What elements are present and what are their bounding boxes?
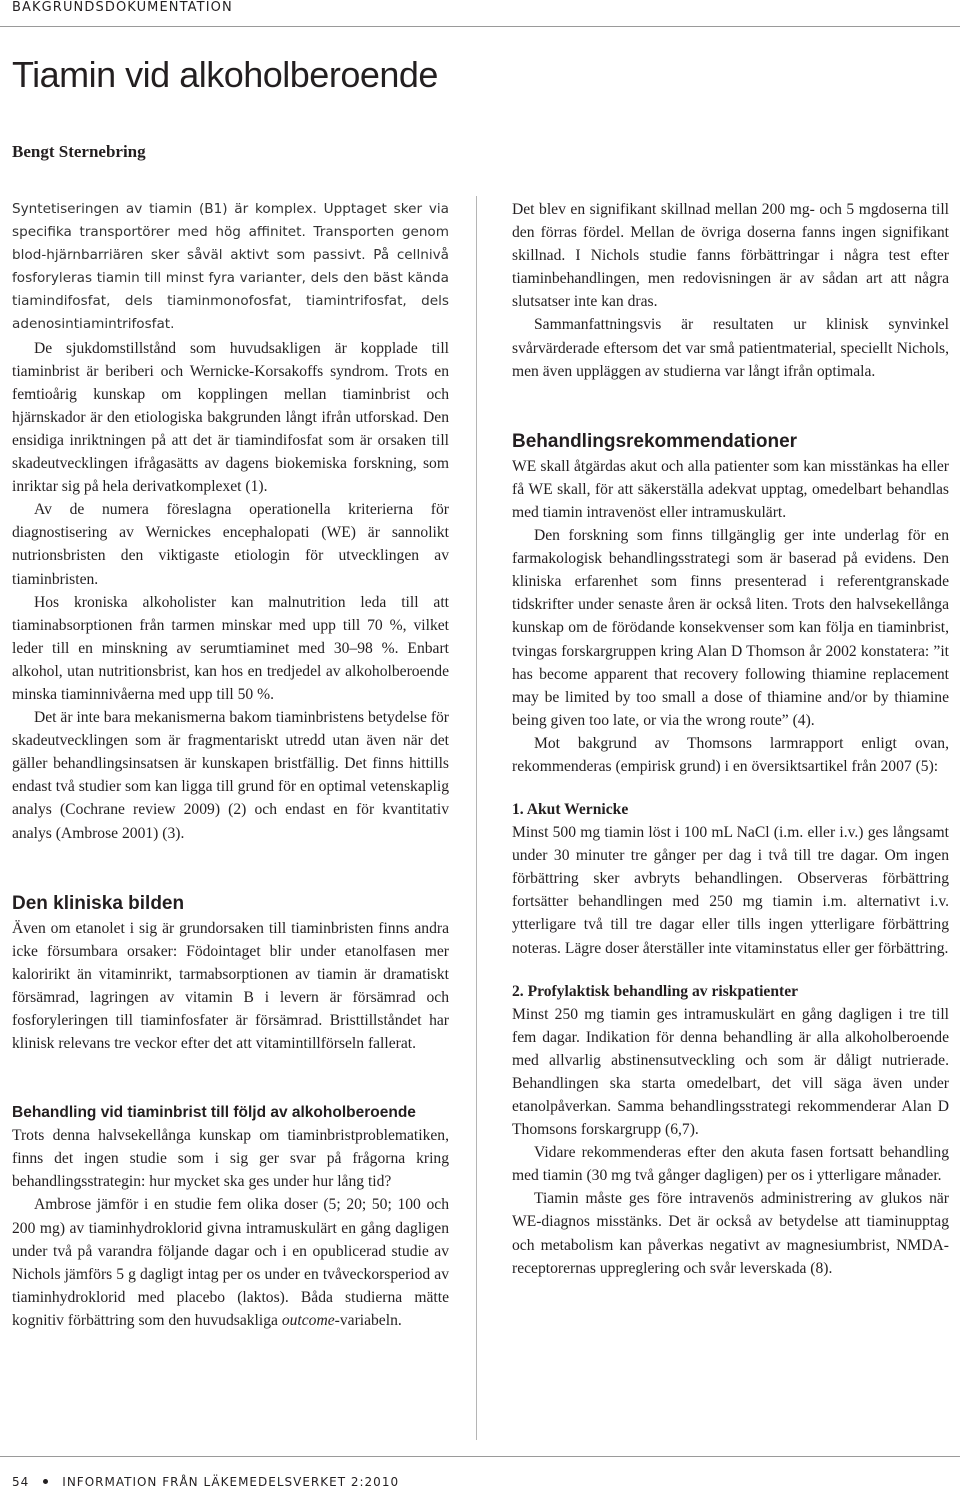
section-heading-behandling: Behandling vid tiaminbrist till följd av alkoholberoende <box>12 1104 416 1122</box>
body-paragraph: Trots denna halvsekellånga kunskap om tiaminbristproblematiken, finns det ingen studie som i sig ger svar på frågorna kring behandlingsstrategin: hur mycket ska ges under hur lång tid? <box>12 1127 449 1191</box>
intro-paragraph: Syntetiseringen av tiamin (B1) är komplex. Upptaget sker via specifika transportörer med hög affinitet. Transporten genom blod-hjärnbarriären sker såväl aktivt som passivt. På cellnivå fosforyleras tiamin till minst fyra varianter, dels den bäst kända tiamindifosfat, dels tiaminmonofosfat, tiamintrifosfat, dels adenosintiamintrifosfat. <box>12 201 449 333</box>
body-paragraph: Minst 250 mg tiamin ges intramuskulärt en gång dagligen i tre till fem dagar. Indikation för denna behandling är alla alkoholberoende med allvarlig abstinensutveckling och som är dåligt nutrierade. Behandlingen ska starta omedelbart, det vill säga även under etanolpåverkan. Samma behandlingsstrategi rekommenderar Alan D Thomsons forskargrupp (6,7). <box>512 1005 949 1139</box>
page-footer <box>12 1475 399 1489</box>
body-paragraph: De sjukdomstillstånd som huvudsakligen är kopplade till tiaminbrist är beriberi och Wernicke-Korsakoffs syndrom. Trots en femtioårig kunskap om kopplingen mellan tiaminbrist och hjärnskador är den etiologiska bakgrunden långt ifrån utforskad. Den ensidiga inriktningen på att det är tiamindifosfat som är orsaken till skadeutvecklingen ifrågasätts av dagens biokemiska forskning, som inriktar sig på hela derivatkomplexet (1). <box>12 339 449 496</box>
body-paragraph: Det är inte bara mekanismerna bakom tiaminbristens betydelse för skadeutvecklingen som är fragmentariskt utredd utan även när det gäller behandlingsinsatsen är kunskapen bristfällig. Det finns hittills endast två studier som kan ligga till grund för en optimal vetenskaplig analys (Cochrane review 2009) (2) och endast en för kvantitativ analys (Ambrose 2001) (3). <box>12 709 449 842</box>
right-column <box>512 198 949 1280</box>
section-heading-kliniska-bilden: Den kliniska bilden <box>12 892 185 914</box>
publication-name: INFORMATION FRÅN LÄKEMEDELSVERKET 2:2010 <box>62 1475 400 1489</box>
body-paragraph <box>12 1193 449 1332</box>
heading-akut-wernicke: 1. Akut Wernicke <box>512 801 629 819</box>
left-column <box>12 198 449 1332</box>
paragraph-text-end: -variabeln. <box>334 1311 402 1329</box>
section-kicker: BAKGRUNDSDOKUMENTATION <box>12 0 233 15</box>
bullet-separator <box>43 1479 48 1484</box>
article-title: Tiamin vid alkoholberoende <box>12 54 438 95</box>
body-paragraph: Av de numera föreslagna operationella kriterierna för diagnostisering av Wernickes encephalopati (WE) är sannolikt nutrionsbristen den viktigaste etiologin för utvecklingen av tiaminbristen. <box>12 501 449 588</box>
footer-rule <box>0 1456 960 1457</box>
body-paragraph: Hos kroniska alkoholister kan malnutrition leda till att tiaminabsorptionen från tarmen minskar med upp till 70 %, vilket leder till en minskning av serumtiaminet med 30–98 %. Enbart alkohol, utan nutritionsbrist, kan hos en tredjedel av alkoholberoende minska tiaminnivåerna med upp till 50 %. <box>12 593 449 703</box>
body-paragraph: Tiamin måste ges före intravenös administrering av glukos när WE-diagnos misstänks. Det är också av betydelse att tiaminupptag och metabolism kan påverkas negativt av magnesiumbrist, NMDA-receptorernas uppreglering och svår leverskada (8). <box>512 1190 949 1277</box>
body-paragraph: Sammanfattningsvis är resultaten ur klinisk synvinkel svårvärderade eftersom det var små patientmaterial, speciellt Nichols, men även uppläggen av studierna var långt ifrån optimala. <box>512 316 949 380</box>
body-paragraph: Även om etanolet i sig är grundorsaken till tiaminbristen finns andra icke försumbara orsaker: Födointaget blir under etanolfasen mer kaloririkt än vitaminrikt, tarmabsorptionen av tiamin är dramatiskt försämrad, lagringen av vitamin B i levern är försämrad och fosforyleringen till tiaminfosfater är försämrad. Bristtillståndet har klinisk relevans tre veckor efter det att vitamintillförseln fallerat. <box>12 919 449 1053</box>
header-rule <box>0 26 960 27</box>
heading-profylaktisk: 2. Profylaktisk behandling av riskpatienter <box>512 982 799 1000</box>
page-number: 54 <box>12 1475 30 1489</box>
paragraph-text: Ambrose jämför i en studie fem olika doser (5; 20; 50; 100 och 200 mg) av tiaminhydroklorid givna intramuskulärt en gång dagligen under två på varandra följande dagar och i en opublicerad studie av Nichols jämförs 5 g dagligt intag per os under en tvåveckorsperiod av tiaminhydroklorid med placebo (laktos). Båda studierna mätte kognitiv förbättring som den huvudsakliga <box>12 1196 449 1329</box>
body-paragraph: Mot bakgrund av Thomsons larmrapport enligt ovan, rekommenderas (empirisk grund) i en översiktsartikel från 2007 (5): <box>512 734 949 775</box>
body-paragraph: Det blev en signifikant skillnad mellan 200 mg- och 5 mgdoserna till den förras fördel. Mellan de övriga doserna fanns ingen signifikant skillnad. I Nichols studie fanns förbättringar i några test efter tiaminbehandlingen, men redovisningen är av sådan art att några slutsatser inte kan dras. <box>512 201 949 311</box>
section-heading-rekommendationer: Behandlingsrekommendationer <box>512 430 798 452</box>
article-author: Bengt Sternebring <box>12 142 146 161</box>
column-divider <box>476 196 477 1440</box>
body-paragraph: WE skall åtgärdas akut och alla patienter som kan misstänkas ha eller få WE skall, för att säkerställa adekvat upptag, omedelbart behandlas med tiamin intravenöst eller intramuskulärt. <box>512 457 949 521</box>
body-paragraph: Minst 500 mg tiamin löst i 100 mL NaCl (i.m. eller i.v.) ges långsamt under 30 minuter tre gånger per dag i två till tre dagar. Om ingen förbättring sker avbryts behandlingen. Observeras förbättring fortsätter behandlingen med 250 mg tiamin i.m. alternativt i.v. ytterligare två till tre dagar eller tills ingen ytterligare förbättring noteras. Lägre doser återställer inte vitaminstatus eller ger förbättring. <box>512 824 949 957</box>
emphasis-outcome: outcome <box>281 1311 335 1329</box>
body-paragraph: Den forskning som finns tillgänglig ger inte underlag för en farmakologisk behandlingsstrategi som är baserad på evidens. Den kliniska erfarenhet som finns presenterad i referentgranskade tidskrifter under senaste åren är också liten. Trots den halvsekellånga kunskap om de förödande konsekvenser som kan följa en tiaminbrist, tvingas forskargruppen kring Alan D Thomson år 2002 konstatera: ”it has become apparent that recovery following thiamine replacement may be limited by too small a dose of thiamine and/or by thiamine being given too late, or via the wrong route” (4). <box>512 527 949 729</box>
body-paragraph: Vidare rekommenderas efter den akuta fasen fortsatt behandling med tiamin (30 mg två gånger dagligen) per os i ytterligare månader. <box>512 1144 949 1185</box>
